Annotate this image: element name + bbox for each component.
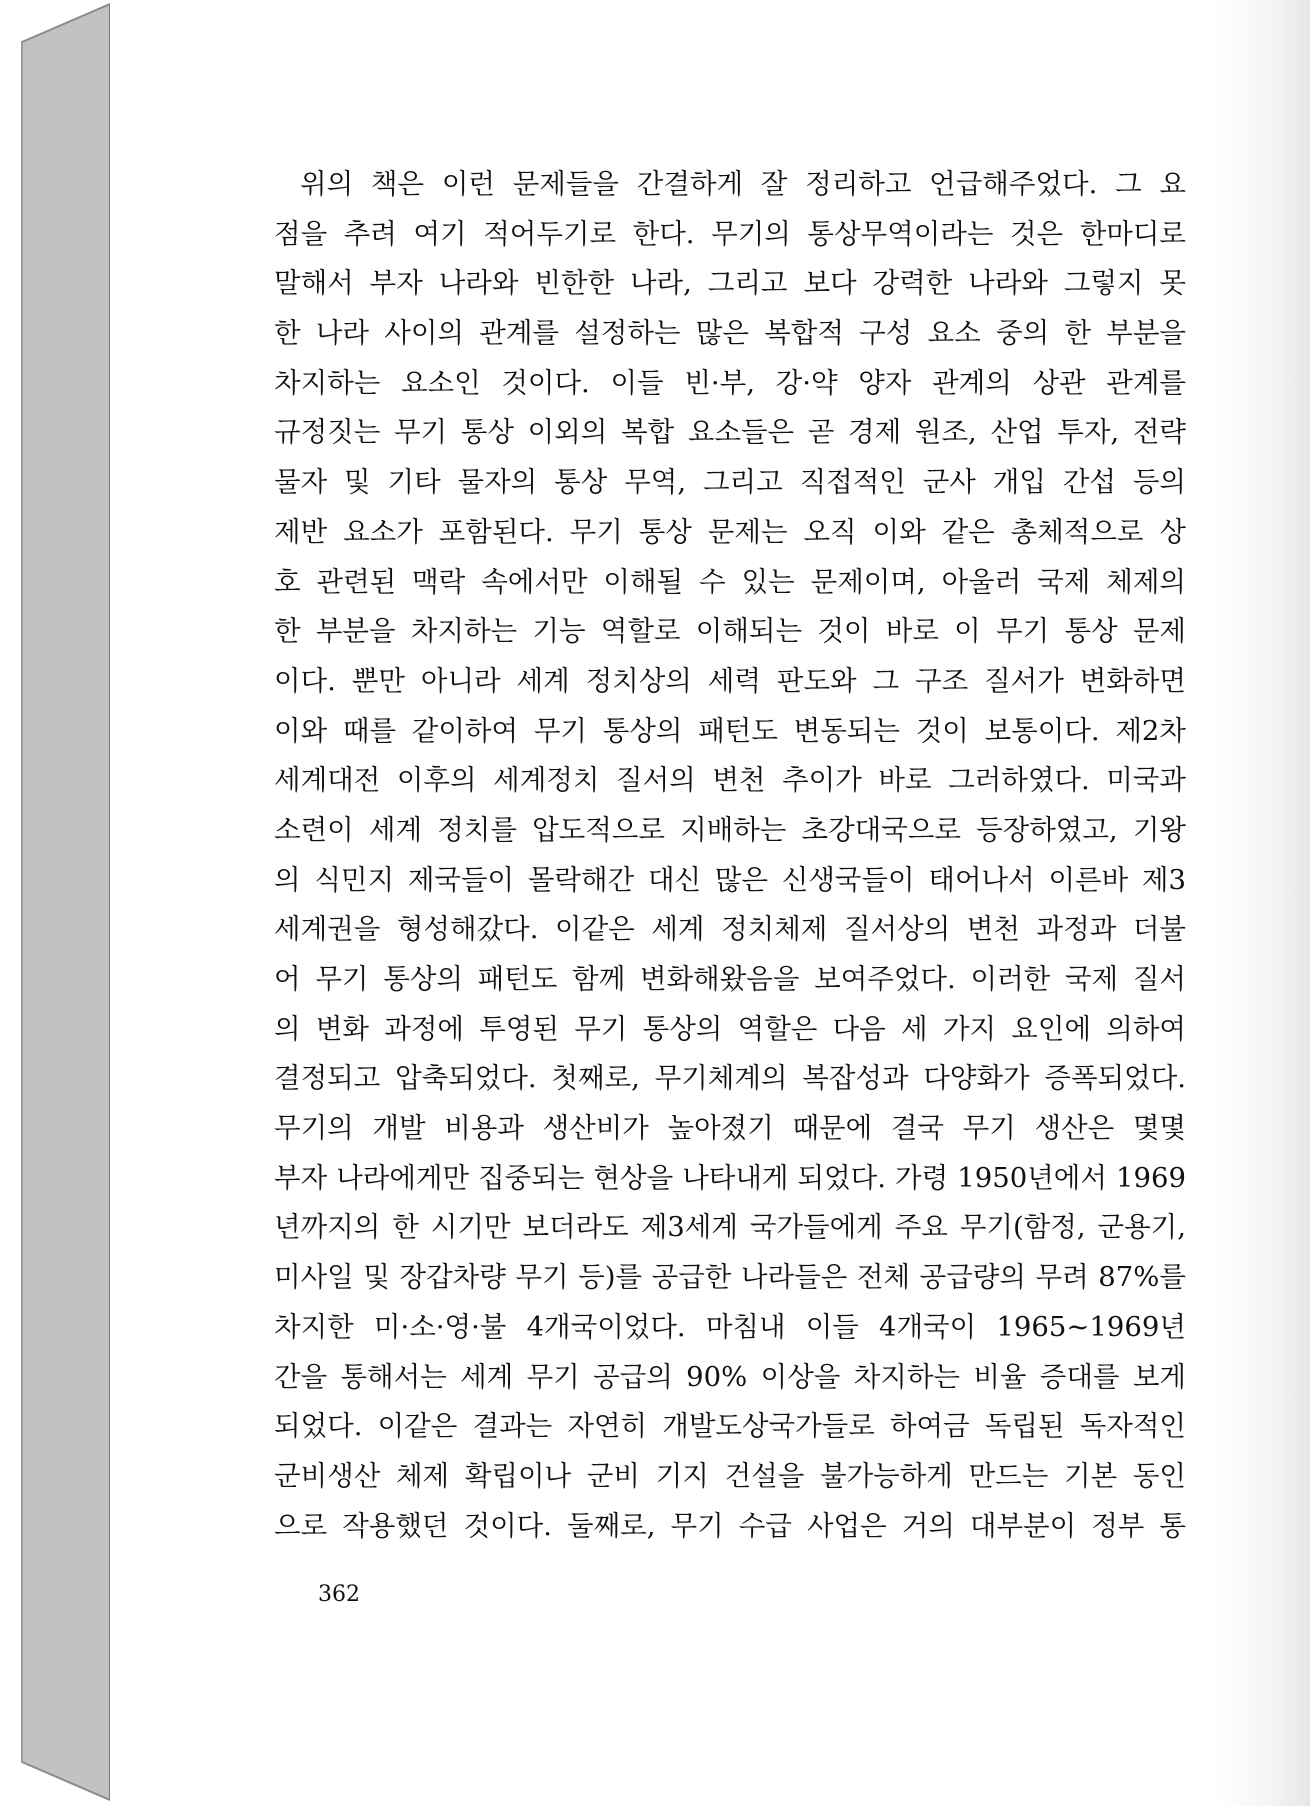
- text-line: 세계권을 형성해갔다. 이같은 세계 정치체제 질서상의 변천 과정과 더불: [274, 913, 1186, 946]
- text-line: 군비생산 체제 확립이나 군비 기지 건설을 불가능하게 만드는 기본 동인: [274, 1459, 1186, 1492]
- text-line: 차지한 미·소·영·불 4개국이었다. 마침내 이들 4개국이 1965~1969년: [274, 1310, 1186, 1343]
- text-line: 결정되고 압축되었다. 첫째로, 무기체계의 복잡성과 다양화가 증폭되었다.: [274, 1062, 1186, 1095]
- text-line: 위의 책은 이런 문제들을 간결하게 잘 정리하고 언급해주었다. 그 요: [300, 168, 1186, 200]
- text-line: 무기의 개발 비용과 생산비가 높아졌기 때문에 결국 무기 생산은 몇몇: [274, 1112, 1186, 1145]
- page-number: 362: [318, 1582, 360, 1607]
- text-line: 으로 작용했던 것이다. 둘째로, 무기 수급 사업은 거의 대부분이 정부 통: [274, 1509, 1186, 1542]
- text-line: 점을 추려 여기 적어두기로 한다. 무기의 통상무역이라는 것은 한마디로: [274, 217, 1186, 250]
- text-line: 한 부분을 차지하는 기능 역할로 이해되는 것이 바로 이 무기 통상 문제: [274, 615, 1186, 648]
- text-line: 규정짓는 무기 통상 이외의 복합 요소들은 곧 경제 원조, 산업 투자, 전략: [274, 416, 1186, 449]
- text-line: 어 무기 통상의 패턴도 함께 변화해왔음을 보여주었다. 이러한 국제 질서: [274, 963, 1186, 995]
- body-text: [274, 160, 1186, 1551]
- text-line: 호 관련된 맥락 속에서만 이해될 수 있는 문제이며, 아울러 국제 체제의: [274, 565, 1186, 598]
- text-line: 세계대전 이후의 세계정치 질서의 변천 추이가 바로 그러하였다. 미국과: [274, 764, 1186, 797]
- text-line: 년까지의 한 시기만 보더라도 제3세계 국가들에게 주요 무기(함정, 군용기,: [274, 1211, 1186, 1244]
- text-line: 간을 통해서는 세계 무기 공급의 90% 이상을 차지하는 비율 증대를 보게: [274, 1360, 1186, 1393]
- text-line: 차지하는 요소인 것이다. 이들 빈·부, 강·약 양자 관계의 상관 관계를: [274, 366, 1186, 399]
- text-line: 이다. 뿐만 아니라 세계 정치상의 세력 판도와 그 구조 질서가 변화하면: [274, 664, 1186, 697]
- text-line: 미사일 및 장갑차량 무기 등)를 공급한 나라들은 전체 공급량의 무려 87%를: [274, 1261, 1186, 1294]
- text-line: 의 변화 과정에 투영된 무기 통상의 역할은 다음 세 가지 요인에 의하여: [274, 1012, 1186, 1045]
- text-line: 이와 때를 같이하여 무기 통상의 패턴도 변동되는 것이 보통이다. 제2차: [274, 714, 1186, 747]
- text-line: 의 식민지 제국들이 몰락해간 대신 많은 신생국들이 태어나서 이른바 제3: [274, 863, 1186, 896]
- text-line: 제반 요소가 포함된다. 무기 통상 문제는 오직 이와 같은 총체적으로 상: [274, 515, 1186, 548]
- text-line: 부자 나라에게만 집중되는 현상을 나타내게 되었다. 가령 1950년에서 1969: [274, 1161, 1186, 1194]
- text-line: 소련이 세계 정치를 압도적으로 지배하는 초강대국으로 등장하였고, 기왕: [274, 813, 1186, 846]
- text-line: 말해서 부자 나라와 빈한한 나라, 그리고 보다 강력한 나라와 그렇지 못: [274, 267, 1186, 300]
- text-line: 물자 및 기타 물자의 통상 무역, 그리고 직접적인 군사 개입 간섭 등의: [274, 466, 1186, 499]
- text-line: 되었다. 이같은 결과는 자연히 개발도상국가들로 하여금 독립된 독자적인: [274, 1410, 1186, 1443]
- text-line: 한 나라 사이의 관계를 설정하는 많은 복합적 구성 요소 중의 한 부분을: [274, 317, 1186, 350]
